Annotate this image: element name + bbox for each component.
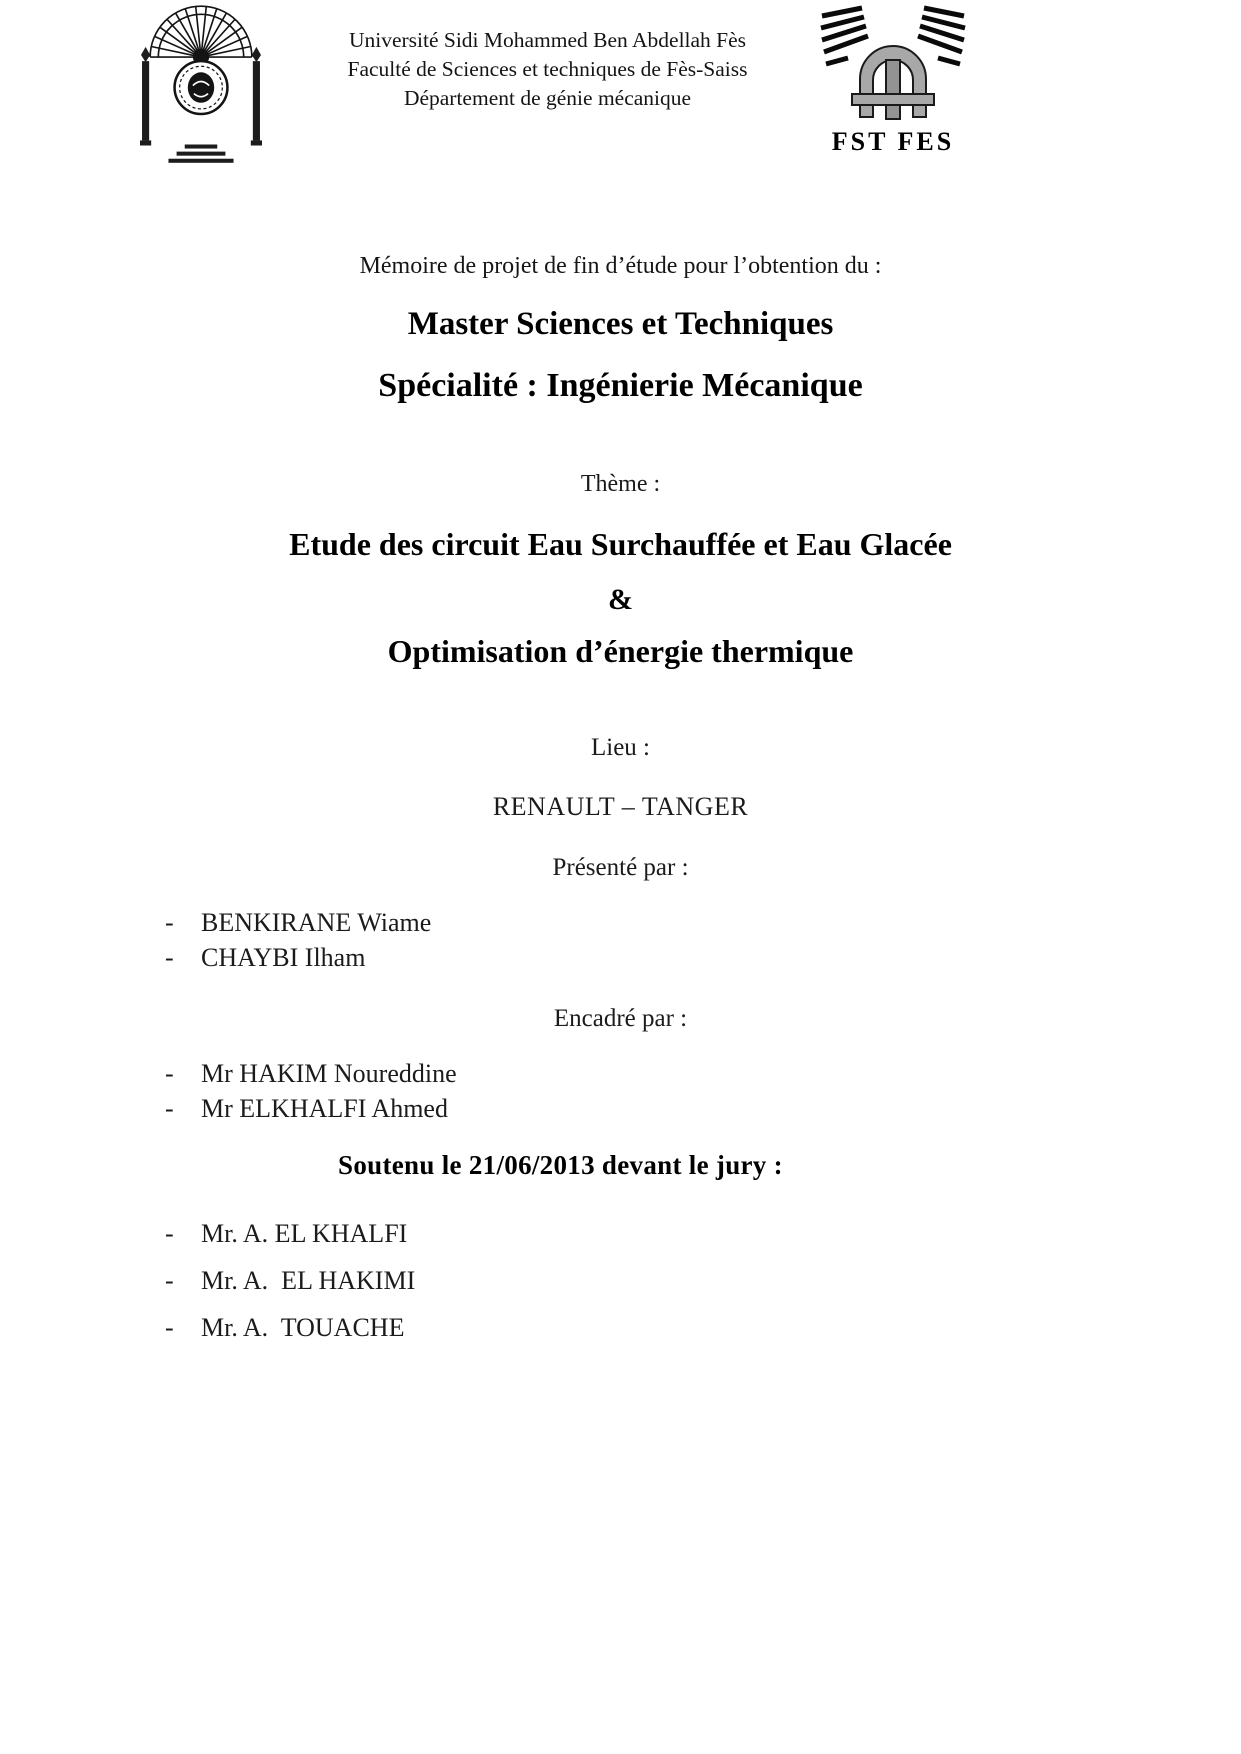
thesis-title-line2: Optimisation d’énergie thermique [387,633,854,669]
list-dash: - [165,1059,174,1088]
student-name: BENKIRANE Wiame [201,908,432,937]
university-emblem-icon [140,0,262,168]
presented-by-label: Présenté par : [552,854,689,881]
header [0,0,1241,175]
list-dash: - [165,1094,174,1123]
specialty-title: Spécialité : Ingénierie Mécanique [378,367,863,404]
list-item [165,908,1121,938]
list-item [165,943,1121,973]
list-dash: - [165,1313,174,1342]
student-name: CHAYBI Ilham [201,943,366,972]
department-name: Département de génie mécanique [403,85,692,110]
fst-fes-logo-icon [818,4,968,122]
theme-label: Thème : [580,471,661,497]
fst-fes-logo-text: FST FES [831,127,955,156]
jury-member-name: Mr. A. EL KHALFI [201,1219,408,1248]
list-item [165,1059,1121,1089]
list-item [165,1094,1121,1124]
degree-title: Master Sciences et Techniques [407,306,834,342]
list-dash: - [165,943,174,972]
list-dash: - [165,908,174,937]
list-item [165,1313,1121,1343]
intro-line: Mémoire de projet de fin d’étude pour l’obtention du : [359,253,882,279]
jury-list [120,1219,1121,1343]
supervisor-name: Mr ELKHALFI Ahmed [201,1094,448,1123]
thesis-title-line1: Etude des circuit Eau Surchauffée et Eau Glacée [289,526,952,562]
list-dash: - [165,1219,174,1248]
supervisor-name: Mr HAKIM Noureddine [201,1059,457,1088]
header-text [285,26,810,112]
list-dash: - [165,1266,174,1295]
university-name: Université Sidi Mohammed Ben Abdellah Fès [348,28,747,52]
location-value: RENAULT – TANGER [492,792,749,821]
defense-line: Soutenu le 21/06/2013 devant le jury : [338,1150,783,1180]
defense-line-wrap [120,1150,1121,1181]
fst-fes-logo [818,4,968,157]
supervised-by-label: Encadré par : [553,1005,688,1032]
location-label: Lieu : [590,734,650,761]
thesis-title-ampersand: & [608,583,633,616]
faculty-name: Faculté de Sciences et techniques de Fès-Saiss [347,56,748,81]
list-item [165,1266,1121,1296]
content [0,253,1241,1343]
presented-list [120,908,1121,973]
supervisors-list [120,1059,1121,1124]
jury-member-name: Mr. A. TOUACHE [201,1313,405,1342]
jury-member-name: Mr. A. EL HAKIMI [201,1266,416,1295]
list-item [165,1219,1121,1249]
